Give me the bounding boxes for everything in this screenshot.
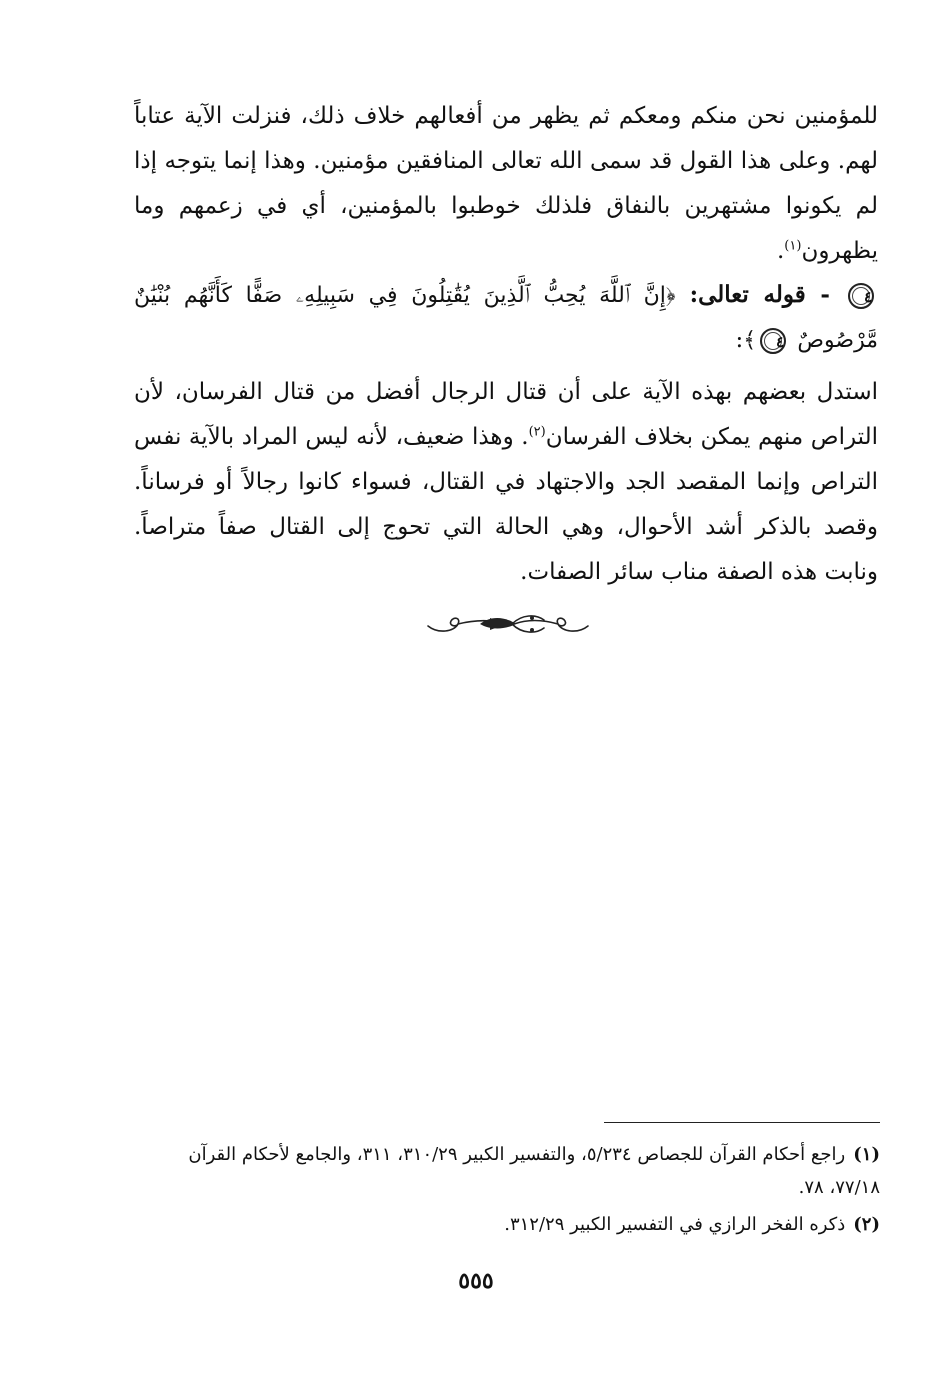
verse-close-bracket: ﴾ (743, 328, 757, 353)
paragraph-1-text: للمؤمنين نحن منكم ومعكم ثم يظهر من أفعالهم خلاف ذلك، فنزلت الآية عتاباً لهم. وعلى هذا القول قد سمى الله تعالى المنافقين مؤمنين. وهذا إنما يتوجه إذا لم يكونوا مشتهرين بالنفاق فلذلك خوطبوا بالمؤمنين، أي في زعمهم وما يظهرون (134, 103, 879, 264)
verse-block (134, 273, 878, 363)
footnote-1 (134, 1138, 880, 1204)
footnote-2 (134, 1208, 880, 1241)
ayah-number-icon: ٤ (760, 328, 786, 354)
paragraph-2-text-before: استدل بعضهم بهذه الآية على أن قتال الرجال أفضل من قتال الفرسان، لأن التراص منهم يمكن بخلاف الفرسان (134, 379, 878, 450)
footnote-ref-2[interactable]: (٢) (528, 424, 546, 440)
floral-divider-icon (424, 608, 592, 640)
quran-verse-text: إِنَّ ٱللَّهَ يُحِبُّ ٱلَّذِينَ يُقَٰتِلُونَ فِي سَبِيلِهِۦ صَفًّا كَأَنَّهُم بُنْيَٰنٌ مَّرْصُوصٌ (134, 283, 878, 353)
footnote-ref-1[interactable]: (١) (784, 238, 802, 254)
paragraph-2 (134, 370, 878, 595)
paragraph-2-text-after: . وهذا ضعيف، لأنه ليس المراد بالآية نفس التراص وإنما المقصد الجد والاجتهاد في القتال، فسواء كانوا رجالاً أو فرساناً. وقصد بالذكر أشد الأحوال، وهي الحالة التي تحوج إلى القتال صفاً متراصاً. ونابت هذه الصفة مناب سائر الصفات. (134, 424, 879, 585)
verse-heading: - قوله تعالى: (689, 281, 830, 308)
paragraph-1-end: . (776, 238, 785, 264)
footnote-2-text: ذكره الفخر الرازي في التفسير الكبير ٣١٢/٢٩. (504, 1214, 846, 1235)
page-number: ٥٥٥ (458, 1268, 494, 1294)
verse-open-bracket: ﴿ (665, 283, 676, 308)
footnote-2-number: (٢) (853, 1214, 880, 1235)
footnote-1-text: راجع أحكام القرآن للجصاص ٥/٢٣٤، والتفسير الكبير ٣١٠/٢٩، ٣١١، والجامع لأحكام القرآن ٧٧/١٨، ٧٨. (188, 1144, 880, 1198)
verse-end: : (735, 327, 744, 353)
paragraph-1 (134, 94, 878, 274)
footnote-separator (604, 1122, 880, 1123)
verse-number-medallion-icon: ٤ (848, 283, 874, 309)
footnote-1-number: (١) (853, 1144, 880, 1165)
